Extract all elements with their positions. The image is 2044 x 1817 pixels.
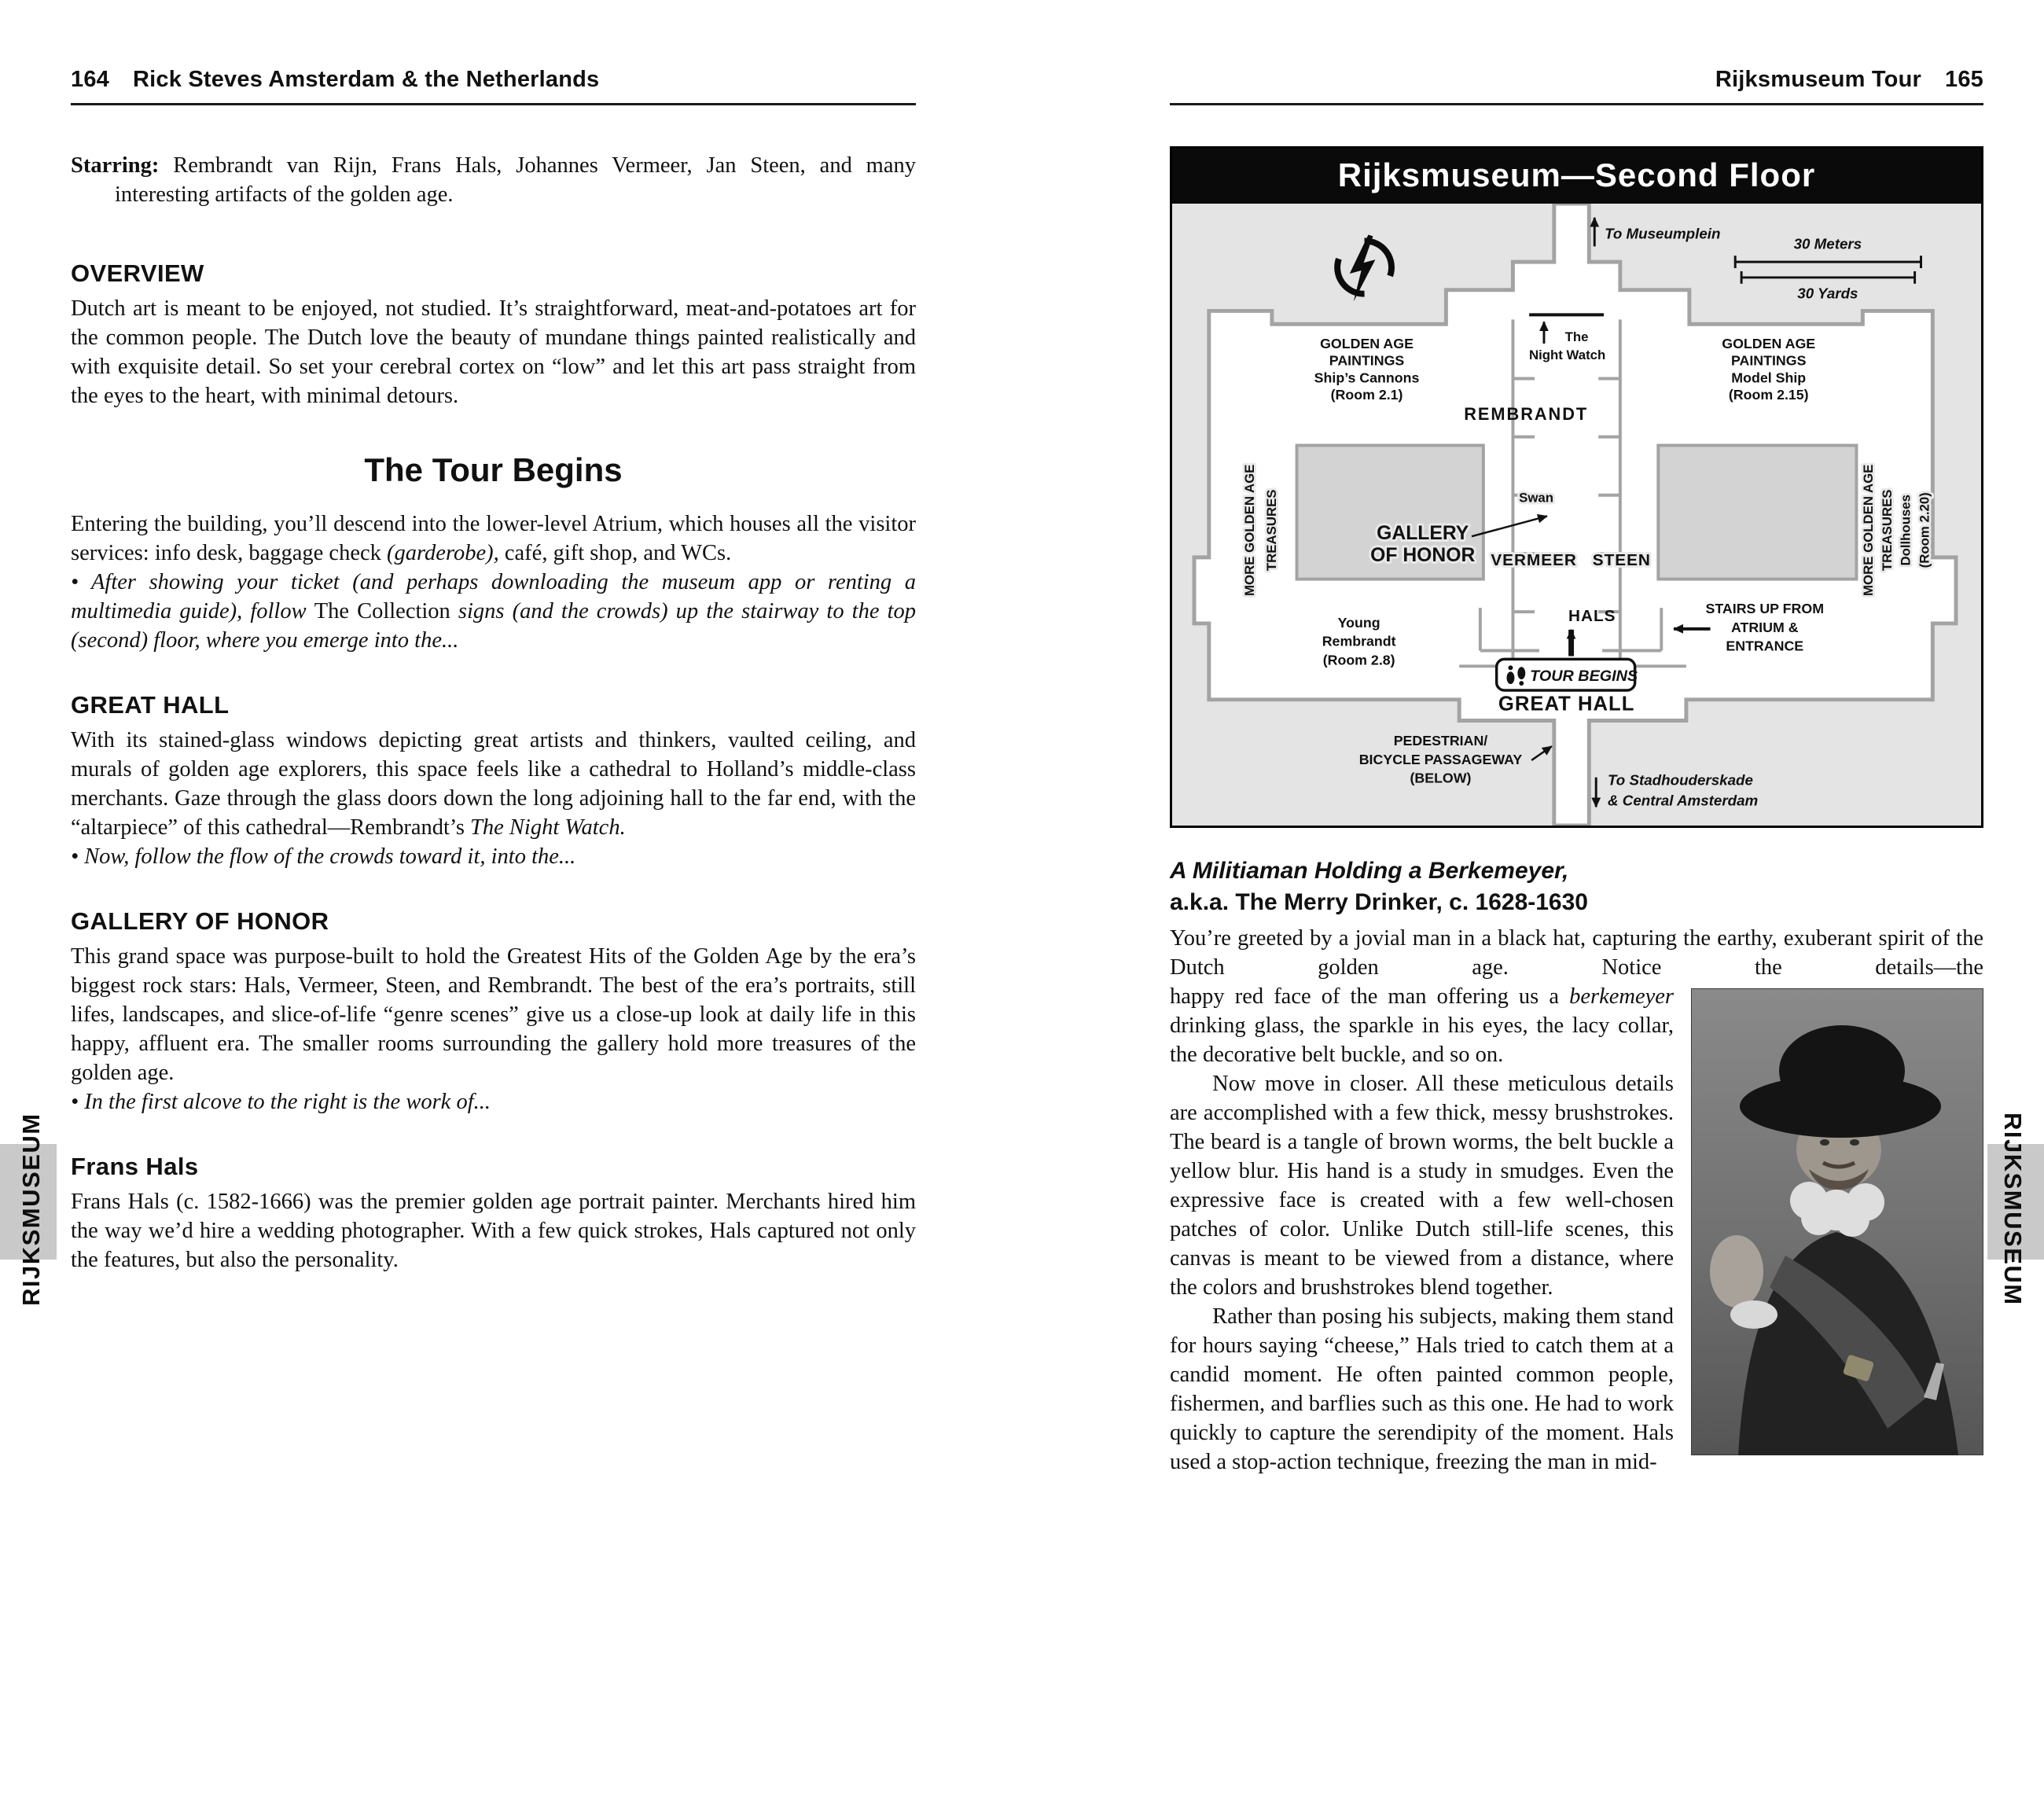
svg-text:Rembrandt: Rembrandt: [1322, 633, 1396, 649]
svg-text:TREASURES: TREASURES: [1879, 489, 1895, 572]
svg-text:GOLDEN AGE: GOLDEN AGE: [1722, 335, 1816, 351]
great-hall-italic: The Night Watch.: [470, 815, 626, 840]
svg-text:(Room 2.8): (Room 2.8): [1322, 652, 1395, 668]
book-title: Rick Steves Amsterdam & the Netherlands: [133, 67, 600, 92]
svg-text:(Room 2.1): (Room 2.1): [1330, 387, 1403, 403]
floor-plan-map: [1172, 204, 1981, 826]
svg-text:PAINTINGS: PAINTINGS: [1730, 352, 1807, 369]
bullet1-roman: The Collection: [314, 599, 450, 623]
wrap-text-a: happy red face of the man offering us a: [1170, 984, 1570, 1009]
svg-text:ATRIUM &: ATRIUM &: [1730, 619, 1799, 635]
tour-begins-paragraph: [71, 509, 916, 568]
frans-hals-heading: Frans Hals: [71, 1153, 199, 1180]
svg-text:GOLDEN AGE: GOLDEN AGE: [1320, 335, 1414, 351]
page-number: 165: [1945, 67, 1983, 92]
svg-text:Dollhouses: Dollhouses: [1898, 495, 1913, 566]
starring-paragraph: [71, 151, 916, 209]
scale-yards-label: 30 Yards: [1797, 285, 1858, 302]
wrap-text-italic: berkemeyer: [1569, 984, 1674, 1009]
bullet1-b: signs (and the crowds) up the stairway to the top (second) floor, where you emerge into the...: [71, 599, 916, 653]
scale-bar: [1735, 256, 1921, 284]
painting-caption-line2: a.k.a. The Merry Drinker, c. 1628-1630: [1170, 889, 1588, 915]
svg-text:(BELOW): (BELOW): [1410, 770, 1472, 786]
tour-begins-label: TOUR BEGINS: [1530, 668, 1638, 686]
overview-paragraph: Dutch art is meant to be enjoyed, not studied. It’s straightforward, meat-and-potatoes art for the common people. The Dutch love the beauty of mundane things painted realistically and with exquisite detail. So set your cerebral cortex on “low” and let this art pass straight from the eyes to the heart, with minimal detours.: [71, 296, 916, 408]
svg-text:Ship’s Cannons: Ship’s Cannons: [1314, 370, 1420, 386]
wrap-text-b: drinking glass, the sparkle in his eyes, the lacy collar, the decorative belt buckle, and so on.: [1170, 1013, 1674, 1067]
steen-label: STEEN: [1592, 550, 1651, 569]
swan-label: Swan: [1519, 490, 1554, 506]
overview-heading: OVERVIEW: [71, 259, 204, 287]
starring-text: Rembrandt van Rijn, Frans Hals, Johannes Vermeer, Jan Steen, and many interesting artifacts of the golden age.: [115, 153, 916, 207]
pedestrian-arrow: [1531, 746, 1552, 760]
svg-text:(Room 2.20): (Room 2.20): [1917, 492, 1932, 568]
bullet-paragraph-3: • In the first alcove to the right is the work of...: [71, 1090, 491, 1114]
left-chapter-tab: RIJKSMUSEUM: [17, 1113, 45, 1306]
bullet-paragraph-2: • Now, follow the flow of the crowds toward it, into the...: [71, 844, 576, 869]
svg-text:PAINTINGS: PAINTINGS: [1329, 352, 1405, 369]
right-chapter-tab: RIJKSMUSEUM: [1999, 1113, 2027, 1306]
night-watch-label-2: Night Watch: [1528, 347, 1606, 362]
svg-text:BICYCLE PASSAGEWAY: BICYCLE PASSAGEWAY: [1358, 751, 1523, 767]
svg-text:To Stadhouderskade: To Stadhouderskade: [1608, 771, 1753, 789]
svg-text:TREASURES: TREASURES: [1263, 489, 1279, 572]
hals-label: HALS: [1568, 606, 1616, 625]
right-wing-rooms: [1658, 446, 1856, 579]
svg-text:MORE GOLDEN AGE: MORE GOLDEN AGE: [1861, 464, 1877, 596]
article-final: Rather than posing his subjects, making them stand for hours saying “cheese,” Hals tried to catch them at a candid moment. He often painted common people, fishermen, and barflies such as this one. He had to work quickly to capture the serendipity of the moment. Hals used a stop-action technique, freezing the man in mid-: [1170, 1304, 1674, 1474]
rembrandt-label: REMBRANDT: [1464, 403, 1589, 424]
tour-text-b: café, gift shop, and WCs.: [498, 541, 732, 565]
article-intro: You’re greeted by a jovial man in a black hat, capturing the earthy, exuberant spirit of the Dutch golden age. Notice the details—the: [1170, 926, 1983, 980]
museumplein-label: To Museumplein: [1605, 225, 1721, 242]
gallery-heading: GALLERY OF HONOR: [71, 907, 329, 935]
svg-text:ENTRANCE: ENTRANCE: [1726, 638, 1804, 654]
right-page: [1170, 67, 1983, 1477]
chapter-title: Rijksmuseum Tour: [1715, 67, 1921, 92]
svg-text:& Central Amsterdam: & Central Amsterdam: [1608, 792, 1759, 809]
svg-text:PEDESTRIAN/: PEDESTRIAN/: [1393, 733, 1488, 749]
painting-caption-line1: A Militiaman Holding a Berkemeyer,: [1170, 858, 1569, 884]
scale-meters-label: 30 Meters: [1793, 235, 1862, 252]
svg-text:Young: Young: [1337, 614, 1380, 631]
floor-plan-figure: [1170, 146, 1983, 828]
starring-label: Starring:: [71, 153, 160, 178]
tour-begins-heading: The Tour Begins: [364, 451, 623, 488]
great-hall-text: With its stained-glass windows depicting great artists and thinkers, vaulted ceiling, and murals of golden age explorers, this space feels like a cathedral to Holland’s middle-class merchants. Gaze through the glass doors down the long adjoining hall to the far end, with the “altarpiece” of this cathedral—Rembrandt’s: [71, 728, 916, 840]
left-page-header: [71, 67, 916, 105]
vermeer-label: VERMEER: [1491, 550, 1577, 569]
svg-text:MORE GOLDEN AGE: MORE GOLDEN AGE: [1242, 464, 1258, 596]
tour-text-a: Entering the building, you’ll descend into the lower-level Atrium, which houses all the visitor services: info desk, baggage check: [71, 512, 916, 565]
gallery-paragraph: This grand space was purpose-built to hold the Greatest Hits of the Golden Age by the era’s biggest rock stars: Hals, Vermeer, Steen, and Rembrandt. The best of the era’s portraits, still lifes, landscapes, and slice-of-life “genre scenes” give us a close-up look at daily life in this happy, affluent era. The smaller rooms surrounding the gallery hold more treasures of the golden age.: [71, 944, 916, 1085]
gallery-label-2: OF HONOR: [1370, 544, 1476, 566]
bullet1-a: • After showing your ticket (and perhaps downloading the museum app or renting a multimedia guide), follow: [71, 570, 916, 623]
north-compass-icon: [1337, 235, 1391, 302]
frans-hals-paragraph: Frans Hals (c. 1582-1666) was the premier golden age portrait painter. Merchants hired him the way we’d hire a wedding photographer. With a few quick strokes, Hals captured not only the features, but also the personality.: [71, 1190, 916, 1272]
merry-drinker-painting: [1691, 988, 1983, 1455]
gallery-label-1: GALLERY: [1377, 523, 1469, 545]
golden-age-right-label: [1722, 336, 1815, 403]
night-watch-label-1: The: [1564, 329, 1589, 345]
great-hall-heading: GREAT HALL: [71, 691, 230, 719]
svg-text:Model Ship: Model Ship: [1731, 370, 1807, 386]
great-hall-paragraph: [71, 726, 916, 842]
great-hall-label: GREAT HALL: [1498, 693, 1635, 715]
article-wrap-2: Now move in closer. All these meticulous details are accomplished with a few thick, messy brushstrokes. The beard is a tangle of brown worms, the belt buckle a yellow blur. His hand is a study in smudges. Even the expressive face is created with a few well-chosen patches of color. Unlike Dutch still-life scenes, this canvas is meant to be viewed from a distance, where the colors and brushstrokes blend together.: [1170, 1072, 1674, 1300]
stadhouderskade-label: [1608, 772, 1758, 809]
svg-text:(Room 2.15): (Room 2.15): [1728, 387, 1809, 403]
tour-begins-callout: [1497, 659, 1638, 690]
tour-text-italic: (garderobe),: [387, 541, 499, 565]
left-page: [71, 67, 916, 1274]
map-title: Rijksmuseum—Second Floor: [1172, 149, 1981, 204]
pedestrian-label: [1359, 733, 1523, 785]
svg-text:STAIRS UP FROM: STAIRS UP FROM: [1705, 601, 1825, 617]
bullet-paragraph-1: [71, 568, 916, 655]
right-page-header: [1170, 67, 1983, 105]
page-number: 164: [71, 67, 109, 92]
